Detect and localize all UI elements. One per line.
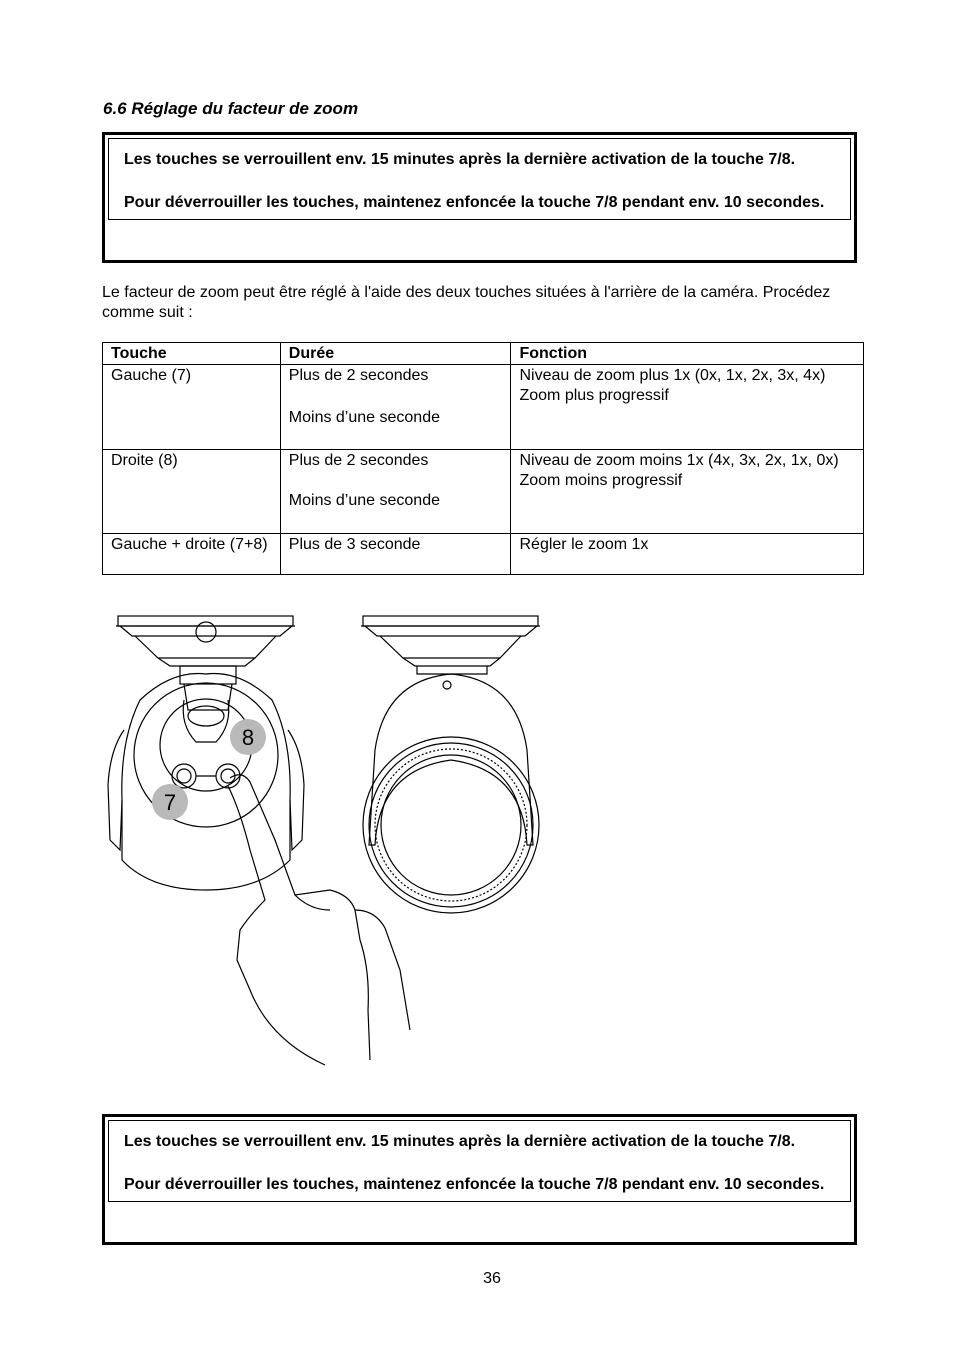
fonction-line: Zoom moins progressif (519, 472, 683, 489)
column-header-duree: Durée (280, 343, 511, 365)
cell-fonction (511, 534, 864, 575)
notice-box-top (102, 132, 857, 263)
table-row (103, 534, 864, 575)
intro-paragraph: Le facteur de zoom peut être réglé à l'aide des deux touches situées à l'arrière de la caméra. Procédez comme suit : (102, 284, 831, 321)
page-number: 36 (483, 1270, 501, 1287)
camera-front-view (361, 616, 540, 913)
duree-line: Plus de 2 secondes (288, 367, 429, 384)
notice-unlock-text: Pour déverrouiller les touches, maintenez enfoncée la touche 7/8 pendant env. 10 secondes. (124, 1176, 825, 1193)
notice-lock-text: Les touches se verrouillent env. 15 minutes après la dernière activation de la touche 7/8. (124, 1133, 796, 1150)
column-header-touche: Touche (103, 343, 281, 365)
zoom-table (102, 342, 864, 575)
duree-line: Moins d’une seconde (288, 409, 440, 426)
notice-box-inner (108, 138, 851, 220)
cell-touche: Gauche (7) (103, 365, 281, 450)
fonction-line: Zoom plus progressif (519, 387, 669, 404)
cell-duree (280, 534, 511, 575)
cell-touche: Droite (8) (103, 450, 281, 534)
svg-text:8: 8 (241, 725, 255, 750)
table-row (103, 365, 864, 450)
duree-line: Moins d’une seconde (288, 492, 440, 509)
cell-duree (280, 365, 511, 450)
cell-fonction (511, 450, 864, 534)
cell-fonction (511, 365, 864, 450)
column-header-fonction: Fonction (511, 343, 864, 365)
badge-8 (230, 719, 266, 755)
section-title: 6.6 Réglage du facteur de zoom (103, 99, 359, 118)
notice-box-inner (108, 1120, 851, 1202)
notice-box-bottom (102, 1114, 857, 1245)
duree-line: Plus de 2 secondes (288, 452, 429, 469)
svg-text:7: 7 (163, 790, 177, 815)
fonction-line: Régler le zoom 1x (519, 536, 649, 553)
fonction-line: Niveau de zoom moins 1x (4x, 3x, 2x, 1x, 0x) (519, 452, 839, 469)
table-row (103, 450, 864, 534)
fonction-line: Niveau de zoom plus 1x (0x, 1x, 2x, 3x, 4x) (519, 367, 826, 384)
cell-duree (280, 450, 511, 534)
table-header-row (103, 343, 864, 365)
cell-touche: Gauche + droite (7+8) (103, 534, 281, 575)
notice-unlock-text: Pour déverrouiller les touches, maintenez enfoncée la touche 7/8 pendant env. 10 secondes. (124, 194, 825, 211)
duree-line: Plus de 3 seconde (288, 536, 421, 553)
notice-lock-text: Les touches se verrouillent env. 15 minutes après la dernière activation de la touche 7/8. (124, 151, 796, 168)
badge-7 (152, 784, 188, 820)
camera-illustration (100, 610, 560, 1075)
